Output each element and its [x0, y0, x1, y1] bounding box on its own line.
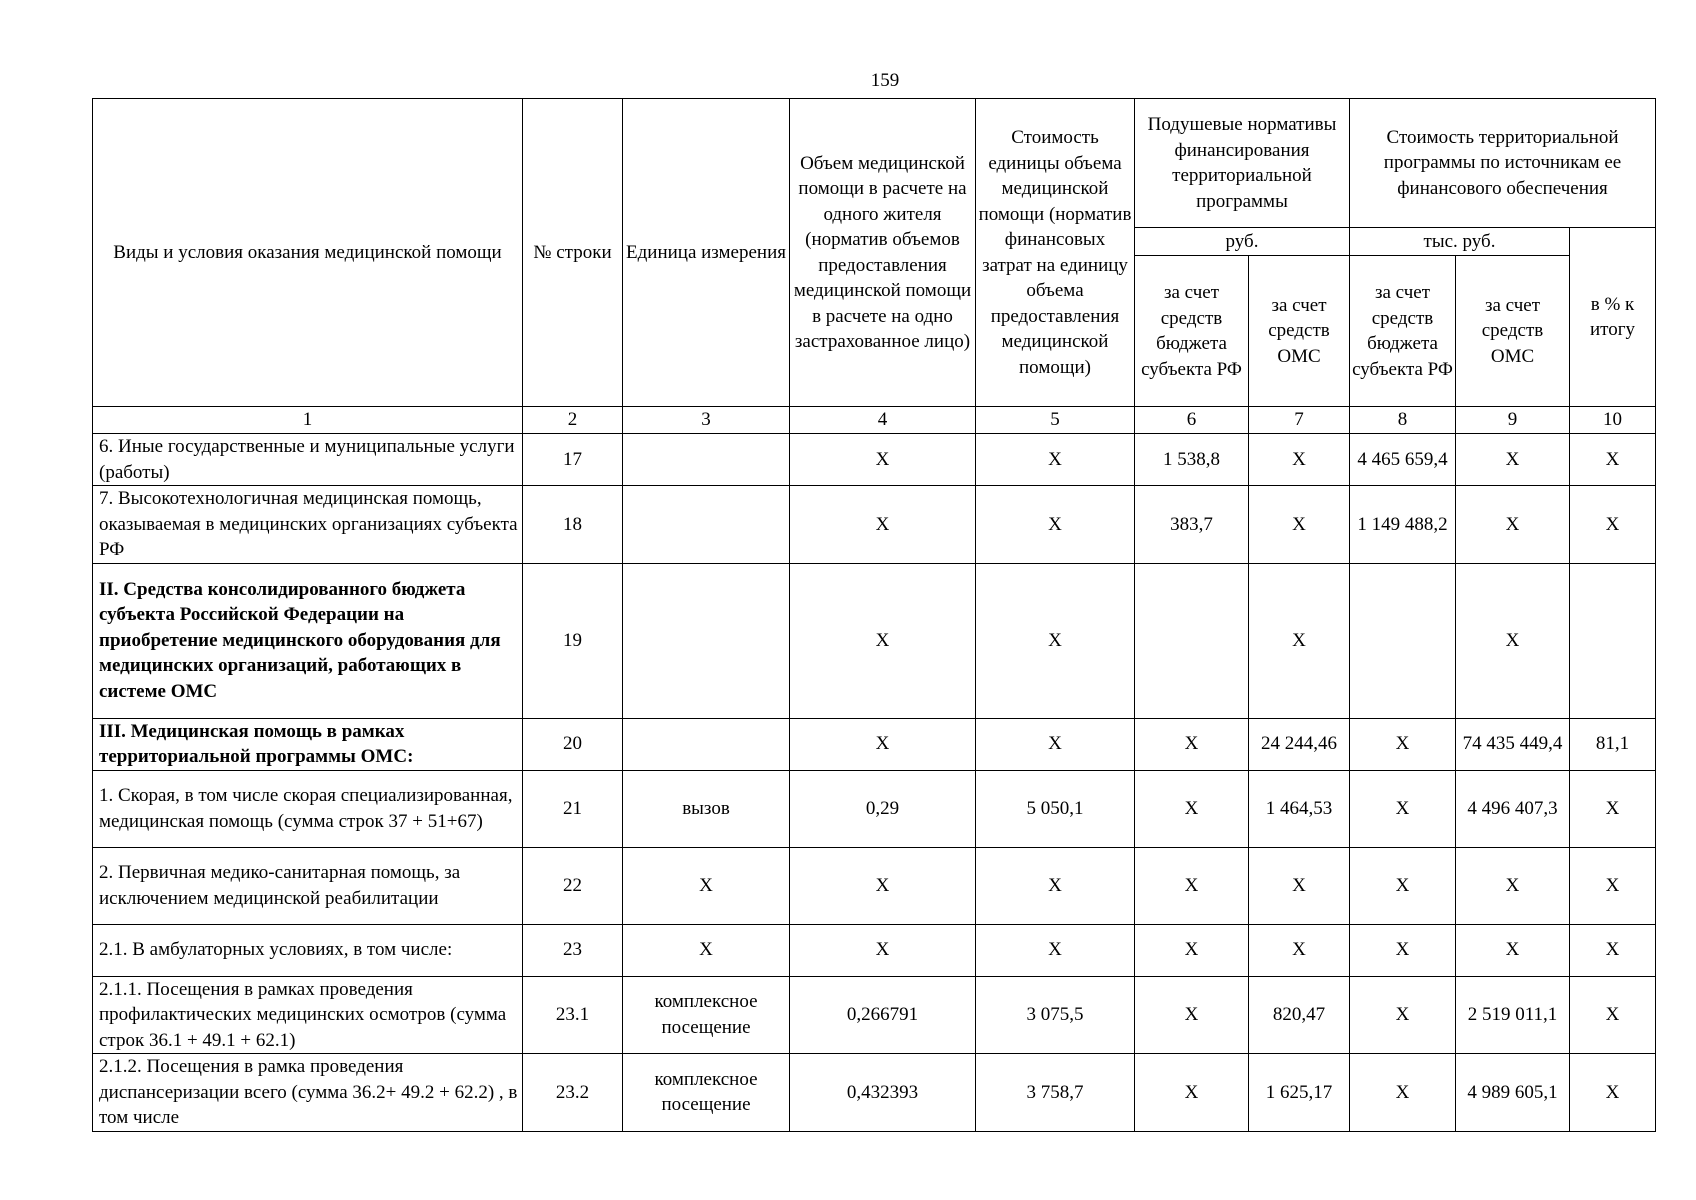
header-unit-rub: руб. — [1135, 228, 1350, 256]
per-capita-oms-cell: Х — [1249, 847, 1350, 924]
per-capita-budget-cell: 383,7 — [1135, 486, 1249, 564]
table-row — [93, 976, 1656, 1054]
total-oms-cell: Х — [1456, 924, 1570, 976]
volume-cell: Х — [790, 563, 976, 718]
total-budget-cell: Х — [1350, 976, 1456, 1054]
cost-cell: 3 758,7 — [976, 1054, 1135, 1132]
header-per-capita: Подушевые нормативы финансирования территориальной программы — [1135, 99, 1350, 228]
header-total-cost: Стоимость территориальной программы по источникам ее финансового обеспечения — [1350, 99, 1656, 228]
unit-cell — [623, 434, 790, 486]
header-unit-thousand-rub: тыс. руб. — [1350, 228, 1570, 256]
header-kind: Виды и условия оказания медицинской помощи — [93, 99, 523, 407]
per-capita-budget-cell: Х — [1135, 770, 1249, 847]
per-capita-oms-cell: 1 464,53 — [1249, 770, 1350, 847]
cost-cell: Х — [976, 486, 1135, 564]
unit-cell: комплексное посещение — [623, 1054, 790, 1132]
header-pc-oms: за счет средств ОМС — [1249, 256, 1350, 407]
total-oms-cell: Х — [1456, 486, 1570, 564]
row-name: 2.1.1. Посещения в рамках проведения профилактических медицинских осмотров (сумма строк 36.1 + 49.1 + 62.1) — [93, 976, 523, 1054]
cost-cell: Х — [976, 924, 1135, 976]
table-row — [93, 770, 1656, 847]
row-number: 22 — [523, 847, 623, 924]
row-name: 1. Скорая, в том числе скорая специализированная, медицинская помощь (сумма строк 37 + 51+67) — [93, 770, 523, 847]
header-volume: Объем медицинской помощи в расчете на одного жителя (норматив объемов предоставления медицинской помощи в расчете на одно застрахованное лицо) — [790, 99, 976, 407]
total-oms-cell: Х — [1456, 847, 1570, 924]
unit-cell: Х — [623, 924, 790, 976]
header-tc-budget: за счет средств бюджета субъекта РФ — [1350, 256, 1456, 407]
cost-cell: 5 050,1 — [976, 770, 1135, 847]
per-capita-oms-cell: 24 244,46 — [1249, 718, 1350, 770]
per-capita-budget-cell: Х — [1135, 847, 1249, 924]
total-budget-cell: Х — [1350, 924, 1456, 976]
table-row — [93, 486, 1656, 564]
row-number: 23 — [523, 924, 623, 976]
percent-cell: Х — [1570, 434, 1656, 486]
percent-cell: Х — [1570, 770, 1656, 847]
header-tc-oms: за счет средств ОМС — [1456, 256, 1570, 407]
volume-cell: Х — [790, 486, 976, 564]
cost-cell: 3 075,5 — [976, 976, 1135, 1054]
per-capita-budget-cell — [1135, 563, 1249, 718]
table-row — [93, 434, 1656, 486]
header-percent: в % к итогу — [1570, 228, 1656, 407]
per-capita-budget-cell: Х — [1135, 924, 1249, 976]
total-oms-cell: Х — [1456, 434, 1570, 486]
total-budget-cell: 1 149 488,2 — [1350, 486, 1456, 564]
column-number: 4 — [790, 407, 976, 434]
column-number: 9 — [1456, 407, 1570, 434]
header-pc-budget: за счет средств бюджета субъекта РФ — [1135, 256, 1249, 407]
per-capita-budget-cell: Х — [1135, 718, 1249, 770]
total-oms-cell: 74 435 449,4 — [1456, 718, 1570, 770]
cost-cell: Х — [976, 563, 1135, 718]
total-oms-cell: 4 496 407,3 — [1456, 770, 1570, 847]
row-number: 17 — [523, 434, 623, 486]
total-oms-cell: 4 989 605,1 — [1456, 1054, 1570, 1132]
total-budget-cell — [1350, 563, 1456, 718]
percent-cell: 81,1 — [1570, 718, 1656, 770]
column-number: 3 — [623, 407, 790, 434]
unit-cell: вызов — [623, 770, 790, 847]
total-budget-cell: 4 465 659,4 — [1350, 434, 1456, 486]
volume-cell: 0,266791 — [790, 976, 976, 1054]
volume-cell: Х — [790, 847, 976, 924]
row-name: 2.1.2. Посещения в рамка проведения диспансеризации всего (сумма 36.2+ 49.2 + 62.2) , в том числе — [93, 1054, 523, 1132]
per-capita-oms-cell: 1 625,17 — [1249, 1054, 1350, 1132]
per-capita-oms-cell: Х — [1249, 563, 1350, 718]
per-capita-oms-cell: 820,47 — [1249, 976, 1350, 1054]
per-capita-oms-cell: Х — [1249, 924, 1350, 976]
row-number: 20 — [523, 718, 623, 770]
table-row — [93, 1054, 1656, 1132]
row-number: 19 — [523, 563, 623, 718]
cost-cell: Х — [976, 847, 1135, 924]
table-row — [93, 924, 1656, 976]
row-number: 21 — [523, 770, 623, 847]
row-name: III. Медицинская помощь в рамках территориальной программы ОМС: — [93, 718, 523, 770]
percent-cell: Х — [1570, 847, 1656, 924]
row-name: 2.1. В амбулаторных условиях, в том числе: — [93, 924, 523, 976]
column-number: 8 — [1350, 407, 1456, 434]
row-name: II. Средства консолидированного бюджета субъекта Российской Федерации на приобретение медицинского оборудования для медицинских организаций, работающих в системе ОМС — [93, 563, 523, 718]
table-row — [93, 718, 1656, 770]
row-name: 7. Высокотехнологичная медицинская помощь, оказываемая в медицинских организациях субъекта РФ — [93, 486, 523, 564]
table-row — [93, 563, 1656, 718]
row-number: 23.1 — [523, 976, 623, 1054]
volume-cell: Х — [790, 718, 976, 770]
financing-table — [92, 98, 1656, 1132]
row-name: 2. Первичная медико-санитарная помощь, за исключением медицинской реабилитации — [93, 847, 523, 924]
column-number: 7 — [1249, 407, 1350, 434]
header-cost: Стоимость единицы объема медицинской помощи (норматив финансовых затрат на единицу объема предоставления медицинской помощи) — [976, 99, 1135, 407]
unit-cell: Х — [623, 847, 790, 924]
column-number-row — [93, 407, 1656, 434]
table-row — [93, 847, 1656, 924]
volume-cell: Х — [790, 924, 976, 976]
row-number: 23.2 — [523, 1054, 623, 1132]
percent-cell — [1570, 563, 1656, 718]
per-capita-oms-cell: Х — [1249, 434, 1350, 486]
column-number: 5 — [976, 407, 1135, 434]
cost-cell: Х — [976, 434, 1135, 486]
column-number: 10 — [1570, 407, 1656, 434]
per-capita-oms-cell: Х — [1249, 486, 1350, 564]
header-unit: Единица измерения — [623, 99, 790, 407]
volume-cell: 0,29 — [790, 770, 976, 847]
row-number: 18 — [523, 486, 623, 564]
per-capita-budget-cell: 1 538,8 — [1135, 434, 1249, 486]
total-budget-cell: Х — [1350, 770, 1456, 847]
percent-cell: Х — [1570, 924, 1656, 976]
unit-cell — [623, 563, 790, 718]
column-number: 6 — [1135, 407, 1249, 434]
page-number: 159 — [870, 70, 900, 91]
total-budget-cell: Х — [1350, 718, 1456, 770]
total-oms-cell: Х — [1456, 563, 1570, 718]
column-number: 1 — [93, 407, 523, 434]
volume-cell: 0,432393 — [790, 1054, 976, 1132]
row-name: 6. Иные государственные и муниципальные услуги (работы) — [93, 434, 523, 486]
total-budget-cell: Х — [1350, 847, 1456, 924]
per-capita-budget-cell: Х — [1135, 1054, 1249, 1132]
total-budget-cell: Х — [1350, 1054, 1456, 1132]
unit-cell — [623, 486, 790, 564]
column-number: 2 — [523, 407, 623, 434]
volume-cell: Х — [790, 434, 976, 486]
unit-cell: комплексное посещение — [623, 976, 790, 1054]
percent-cell: Х — [1570, 1054, 1656, 1132]
percent-cell: Х — [1570, 976, 1656, 1054]
per-capita-budget-cell: Х — [1135, 976, 1249, 1054]
unit-cell — [623, 718, 790, 770]
total-oms-cell: 2 519 011,1 — [1456, 976, 1570, 1054]
percent-cell: Х — [1570, 486, 1656, 564]
cost-cell: Х — [976, 718, 1135, 770]
header-row-no: № строки — [523, 99, 623, 407]
